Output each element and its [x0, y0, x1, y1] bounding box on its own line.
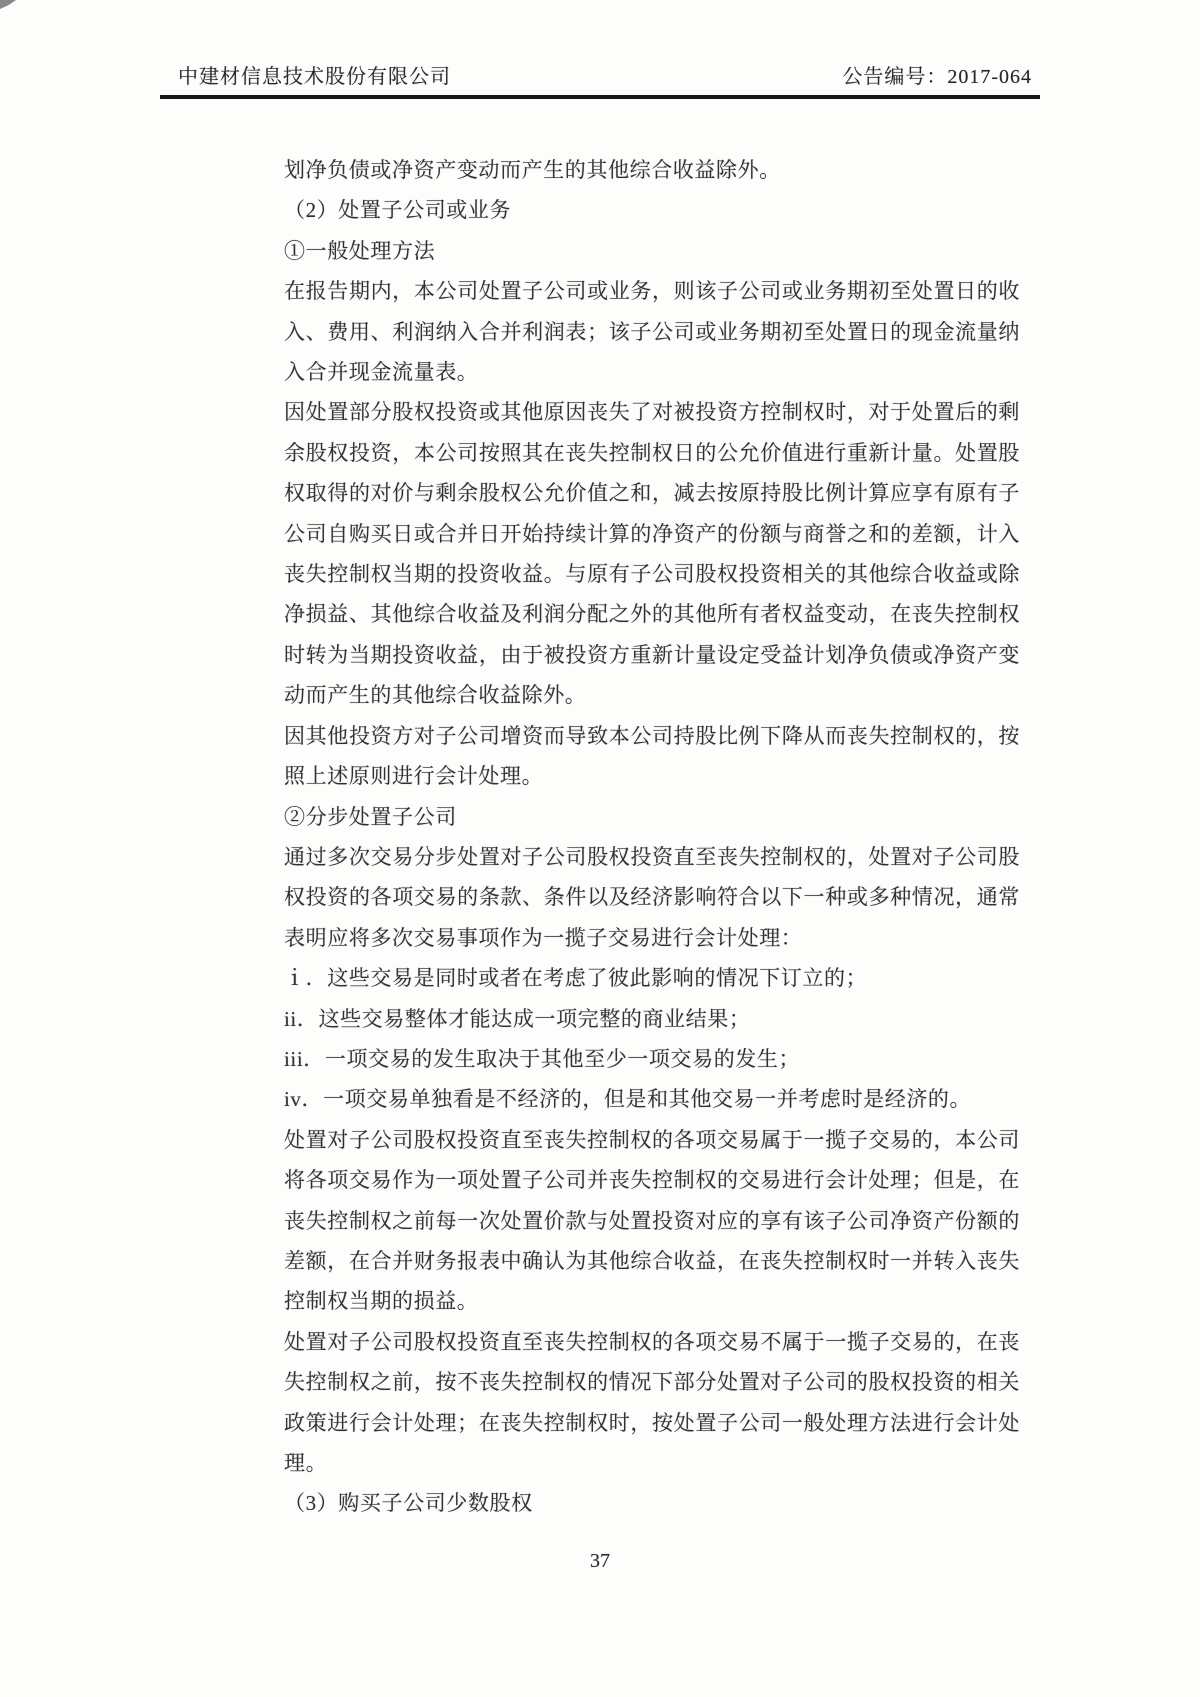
paragraph: （3）购买子公司少数股权	[284, 1491, 533, 1516]
company-name: 中建材信息技术股份有限公司	[178, 66, 451, 88]
paragraph: ｉ．这些交易是同时或者在考虑了彼此影响的情况下订立的；	[284, 966, 868, 991]
page-number: 37	[590, 1550, 610, 1572]
paragraph: iv．一项交易单独看是不经济的，但是和其他交易一并考虑时是经济的。	[284, 1087, 972, 1112]
paragraph: 处置对子公司股权投资直至丧失控制权的各项交易属于一揽子交易的，本公司将各项交易作为一项处置子公司并丧失控制权的交易进行会计处理；但是，在丧失控制权之前每一次处置价款与处置投资对应的享有该子公司净资产份额的差额，在合并财务报表中确认为其他综合收益，在丧失控制权时一并转入丧失控制权当期的损益。	[284, 1127, 1020, 1314]
paragraph: 处置对子公司股权投资直至丧失控制权的各项交易不属于一揽子交易的，在丧失控制权之前，按不丧失控制权的情况下部分处置对子公司的股权投资的相关政策进行会计处理；在丧失控制权时，按处置子公司一般处理方法进行会计处理。	[284, 1329, 1020, 1475]
page-footer	[0, 1550, 1200, 1573]
announcement-number: 公告编号：2017-064	[842, 66, 1032, 88]
paragraph: 通过多次交易分步处置对子公司股权投资直至丧失控制权的，处置对子公司股权投资的各项交易的条款、条件以及经济影响符合以下一种或多种情况，通常表明应将多次交易事项作为一揽子交易进行会计处理：	[284, 844, 1020, 950]
header-divider	[160, 95, 1040, 99]
paragraph: iii．一项交易的发生取决于其他至少一项交易的发生；	[284, 1046, 801, 1071]
document-header	[178, 60, 1032, 89]
paragraph: ①一般处理方法	[284, 238, 436, 263]
paragraph: ii．这些交易整体才能达成一项完整的商业结果；	[284, 1006, 751, 1031]
paragraph: 划净负债或净资产变动而产生的其他综合收益除外。	[284, 158, 781, 182]
paragraph: ②分步处置子公司	[284, 804, 457, 829]
scan-artifact	[0, 0, 16, 9]
paragraph: 在报告期内，本公司处置子公司或业务，则该子公司或业务期初至处置日的收入、费用、利润纳入合并利润表；该子公司或业务期初至处置日的现金流量纳入合并现金流量表。	[284, 279, 1020, 385]
paragraph: （2）处置子公司或业务	[284, 198, 512, 223]
document-body	[284, 150, 1020, 1524]
paragraph: 因处置部分股权投资或其他原因丧失了对被投资方控制权时，对于处置后的剩余股权投资，本公司按照其在丧失控制权日的公允价值进行重新计量。处置股权取得的对价与剩余股权公允价值之和，减去按原持股比例计算应享有原有子公司自购买日或合并日开始持续计算的净资产的份额与商誉之和的差额，计入丧失控制权当期的投资收益。与原有子公司股权投资相关的其他综合收益或除净损益、其他综合收益及利润分配之外的其他所有者权益变动，在丧失控制权时转为当期投资收益，由于被投资方重新计量设定受益计划净负债或净资产变动而产生的其他综合收益除外。	[284, 400, 1020, 708]
paragraph: 因其他投资方对子公司增资而导致本公司持股比例下降从而丧失控制权的，按照上述原则进行会计处理。	[284, 723, 1020, 789]
